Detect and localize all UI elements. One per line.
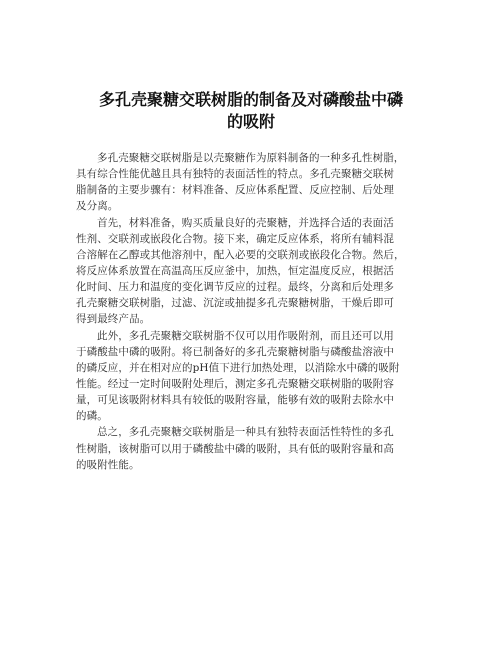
paragraph-preparation [76,215,436,328]
paragraph-line: 得到最终产品。 [76,313,151,326]
paragraph-line: 总之，多孔壳聚糖交联树脂是一种具有独特表面活性特性的多孔 [97,426,394,439]
paragraph-line: 性剂、交联剂或嵌段化合物。接下来，确定反应体系，将所有辅料混 [76,232,394,245]
paragraph-line: 的磷反应，并在相对应的pH值下进行加热处理，以消除水中磷的吸附 [76,361,400,374]
paragraph-line: 具有综合性能优越且具有独特的表面活性的特点。多孔壳聚糖交联树 [76,168,394,181]
paragraph-line: 性能。经过一定时间吸附处理后，测定多孔壳聚糖交联树脂的吸附容 [76,377,394,390]
paragraph-line: 将反应体系放置在高温高压反应釜中，加热，恒定温度反应，根据活 [76,264,394,277]
paragraph-line: 的磷。 [76,410,108,423]
paragraph-line: 多孔壳聚糖交联树脂是以壳聚糖作为原料制备的一种多孔性树脂， [97,152,405,164]
document-body [76,150,436,473]
paragraph-line: 脂制备的主要步骤有：材料准备、反应体系配置、反应控制、后处理 [76,184,394,197]
title-line-1: 多孔壳聚糖交联树脂的制备及对磷酸盐中磷 [98,89,403,109]
paragraph-line: 此外，多孔壳聚糖交联树脂不仅可以用作吸附剂，而且还可以用 [97,329,394,342]
paragraph-line: 合溶解在乙醇或其他溶剂中，配入必要的交联剂或嵌段化合物。然后， [76,248,405,261]
paragraph-adsorption [76,328,436,425]
document-title [40,89,462,133]
paragraph-line: 及分离。 [76,200,119,213]
paragraph-line: 首先，材料准备，购买质量良好的壳聚糖，并选择合适的表面活 [97,216,394,229]
title-line-2: 的吸附 [226,111,275,131]
paragraph-line: 于磷酸盐中磷的吸附。将已制备好的多孔壳聚糖树脂与磷酸盐溶液中 [76,345,394,358]
paragraph-line: 化时间、压力和温度的变化调节反应的过程。最终，分离和后处理多 [76,281,394,294]
paragraph-intro [76,150,436,215]
paragraph-line: 孔壳聚糖交联树脂，过滤、沉淀或抽提多孔壳聚糖树脂，干燥后即可 [76,297,394,310]
paragraph-line: 量，可见该吸附材料具有较低的吸附容量，能够有效的吸附去除水中 [76,394,394,407]
paragraph-line: 性树脂，该树脂可以用于磷酸盐中磷的吸附，具有低的吸附容量和高 [76,442,394,455]
paragraph-line: 的吸附性能。 [76,458,140,471]
paragraph-conclusion [76,424,436,472]
